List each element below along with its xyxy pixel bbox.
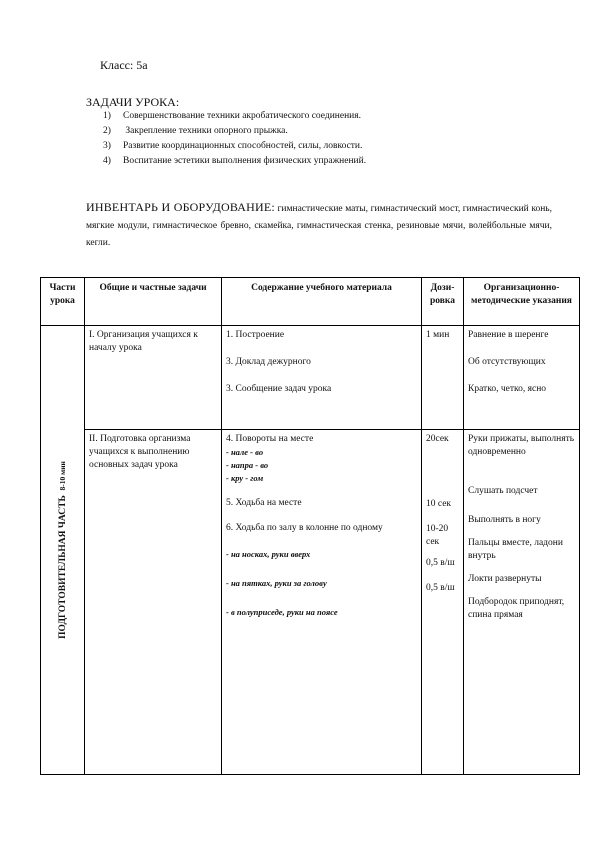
task-cell: I. Организация учащихся к началу урока xyxy=(85,326,222,430)
lesson-table xyxy=(40,277,580,775)
inventory-text: гимнастические маты, гимнастический мост, гимнастический конь, мягкие модули, гимнастическое бревно, скамейка, гимнастическая стенка, резиновые мячи, волейбольные мячи, кегли. xyxy=(86,204,552,248)
notes-cell: Равнение в шеренге Об отсутствующих Кратко, четко, ясно xyxy=(464,326,580,430)
inventory-paragraph xyxy=(86,199,552,252)
content-cell: 1. Построение 3. Доклад дежурного 3. Сообщение задач урока xyxy=(222,326,422,430)
notes-cell: Руки прижаты, выполнять одновременно Слушать подсчет Выполнять в ногу Пальцы вместе, ладони внутрь Локти развернуты Подбородок приподнят, спина прямая xyxy=(464,430,580,775)
part-label: ПОДГОТОВИТЕЛЬНАЯ ЧАСТЬ 8-10 мин xyxy=(57,461,68,639)
content-cell: 4. Повороты на месте - нале - во - напра - во - кру - гом 5. Ходьба на месте 6. Ходьба по залу в колонне по одному - на носках, руки вверх - на пятках, руки за голову - в полуприседе, руки на поясе xyxy=(222,430,422,775)
task-cell: II. Подготовка организма учащихся к выполнению основных задач урока xyxy=(85,430,222,775)
header-parts: Части урока xyxy=(41,278,85,326)
header-dosage: Дози- ровка xyxy=(422,278,464,326)
tasks-title: ЗАДАЧИ УРОКА: xyxy=(86,95,180,109)
header-tasks: Общие и частные задачи xyxy=(85,278,222,326)
header-content: Содержание учебного материала xyxy=(222,278,422,326)
tasks-list xyxy=(103,109,366,169)
table-row xyxy=(41,430,580,775)
header-notes: Организационно- методические указания xyxy=(464,278,580,326)
dosage-cell: 1 мин xyxy=(422,326,464,430)
dosage-cell: 20сек 10 сек 10-20 сек 0,5 в/ш 0,5 в/ш xyxy=(422,430,464,775)
table-row xyxy=(41,326,580,430)
task-item: 1) Совершенствование техники акробатического соединения. xyxy=(103,111,362,121)
task-item: 2) Закрепление техники опорного прыжка. xyxy=(103,126,288,136)
part-cell xyxy=(41,326,85,775)
class-label: Класс: 5а xyxy=(100,58,148,72)
inventory-title: ИНВЕНТАРЬ И ОБОРУДОВАНИЕ: xyxy=(86,200,275,214)
task-item: 4) Воспитание эстетики выполнения физических упражнений. xyxy=(103,156,367,166)
task-item: 3) Развитие координационных способностей, силы, ловкости. xyxy=(103,141,363,151)
table-header-row xyxy=(41,278,580,326)
